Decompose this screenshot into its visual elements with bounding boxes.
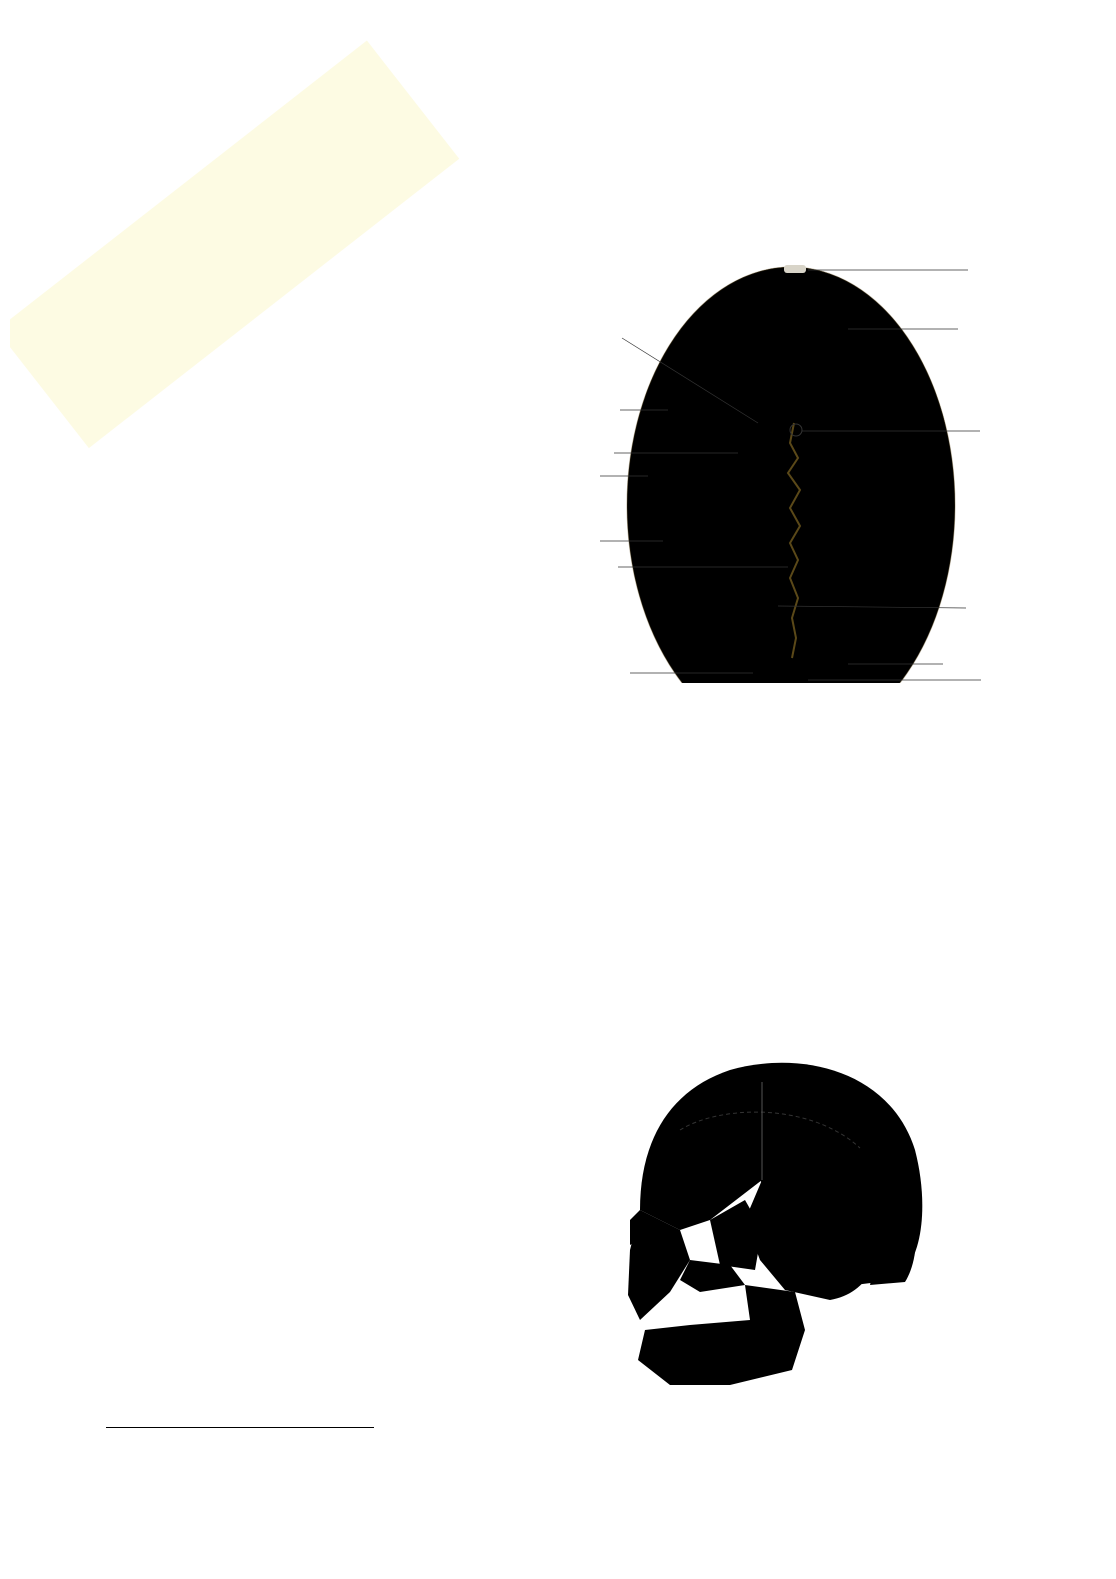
mandible-lateral <box>638 1285 805 1385</box>
watermark-banner <box>10 41 459 449</box>
nasal-bones <box>784 265 806 273</box>
footnote <box>106 1437 111 1457</box>
skull-lateral-drawing <box>628 1063 922 1385</box>
skuola-watermark <box>10 40 480 460</box>
figure-2-skull-lateral <box>530 1030 1010 1400</box>
lacrimal-ethmoid-area <box>646 1228 670 1252</box>
footnote-separator <box>106 1427 374 1428</box>
figure-1-skull-superior <box>548 258 1028 698</box>
